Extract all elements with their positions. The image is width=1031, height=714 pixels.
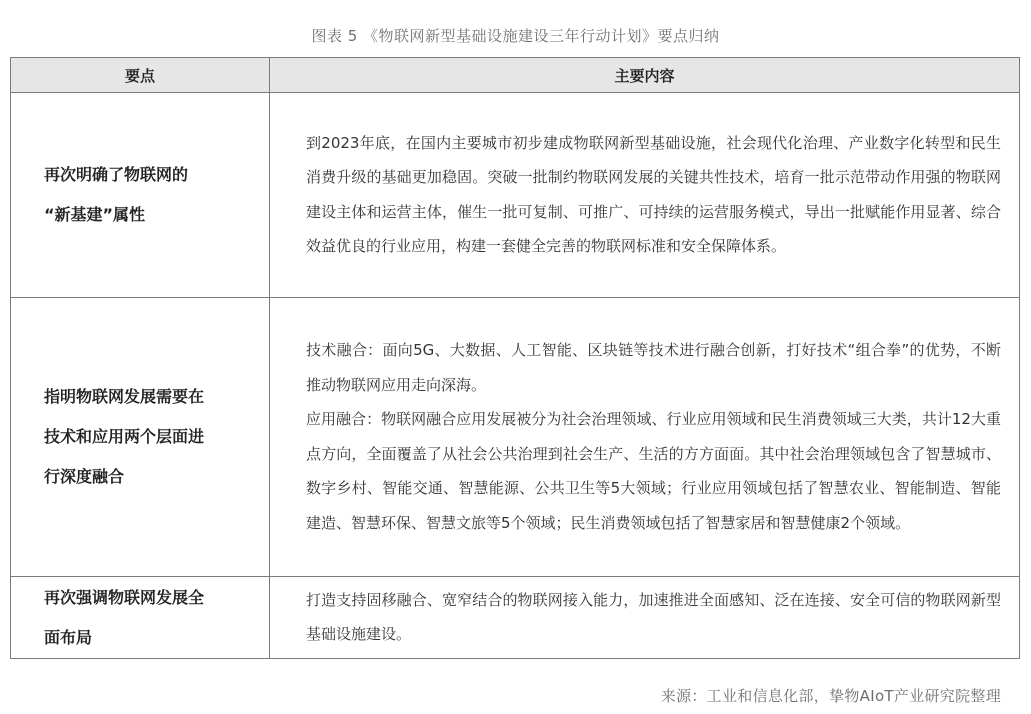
content-cell [270, 298, 1020, 577]
content-paragraph: 打造支持固移融合、宽窄结合的物联网接入能力，加速推进全面感知、泛在连接、安全可信的物联网新型基础设施建设。 [306, 590, 1001, 643]
key-point-line: 技术和应用两个层面进 [44, 427, 205, 446]
content-cell [270, 577, 1020, 659]
source-note: 来源：工业和信息化部，挚物AIoT产业研究院整理 [660, 687, 1001, 705]
header-key-points: 要点 [11, 58, 270, 93]
key-point-line: 面布局 [44, 627, 93, 647]
content-cell [270, 93, 1020, 298]
key-point-cell [11, 93, 270, 298]
key-point-cell [11, 577, 270, 659]
header-main-content: 主要内容 [270, 58, 1020, 93]
key-point-cell [11, 298, 270, 577]
table-row [11, 298, 1020, 577]
table-row [11, 93, 1020, 298]
table-header-row [11, 58, 1020, 93]
key-point-line: 再次强调物联网发展全 [44, 587, 205, 607]
content-paragraph: 应用融合：物联网融合应用发展被分为社会治理领域、行业应用领域和民生消费领域三大类，共计12大重点方向，全面覆盖了从社会公共治理到社会生产、生活的方方面面。其中社会治理领域包含了智慧城市、数字乡村、智能交通、智慧能源、公共卫生等5大领域；行业应用领域包括了智慧农业、智能制造、智能建造、智慧环保、智慧文旅等5个领域；民生消费领域包括了智慧家居和智慧健康2个领域。 [306, 410, 1001, 532]
content-paragraph: 到2023年底，在国内主要城市初步建成物联网新型基础设施，社会现代化治理、产业数字化转型和民生消费升级的基础更加稳固。突破一批制约物联网发展的关键共性技术，培育一批示范带动作用强的物联网建设主体和运营主体，催生一批可复制、可推广、可持续的运营服务模式，导出一批赋能作用显著、综合效益优良的行业应用，构建一套健全完善的物联网标准和安全保障体系。 [306, 133, 1001, 255]
table-row [11, 577, 1020, 659]
key-point-line: “新基建”属性 [44, 205, 146, 224]
key-point-line: 指明物联网发展需要在 [44, 387, 205, 406]
key-point-line: 再次明确了物联网的 [44, 165, 189, 184]
key-point-line: 行深度融合 [44, 467, 125, 486]
key-points-table [10, 57, 1020, 659]
content-paragraph: 技术融合：面向5G、大数据、人工智能、区块链等技术进行融合创新，打好技术“组合拳”的优势，不断推动物联网应用走向深海。 [306, 341, 1001, 394]
table-caption: 图表 5 《物联网新型基础设施建设三年行动计划》要点归纳 [311, 27, 720, 45]
